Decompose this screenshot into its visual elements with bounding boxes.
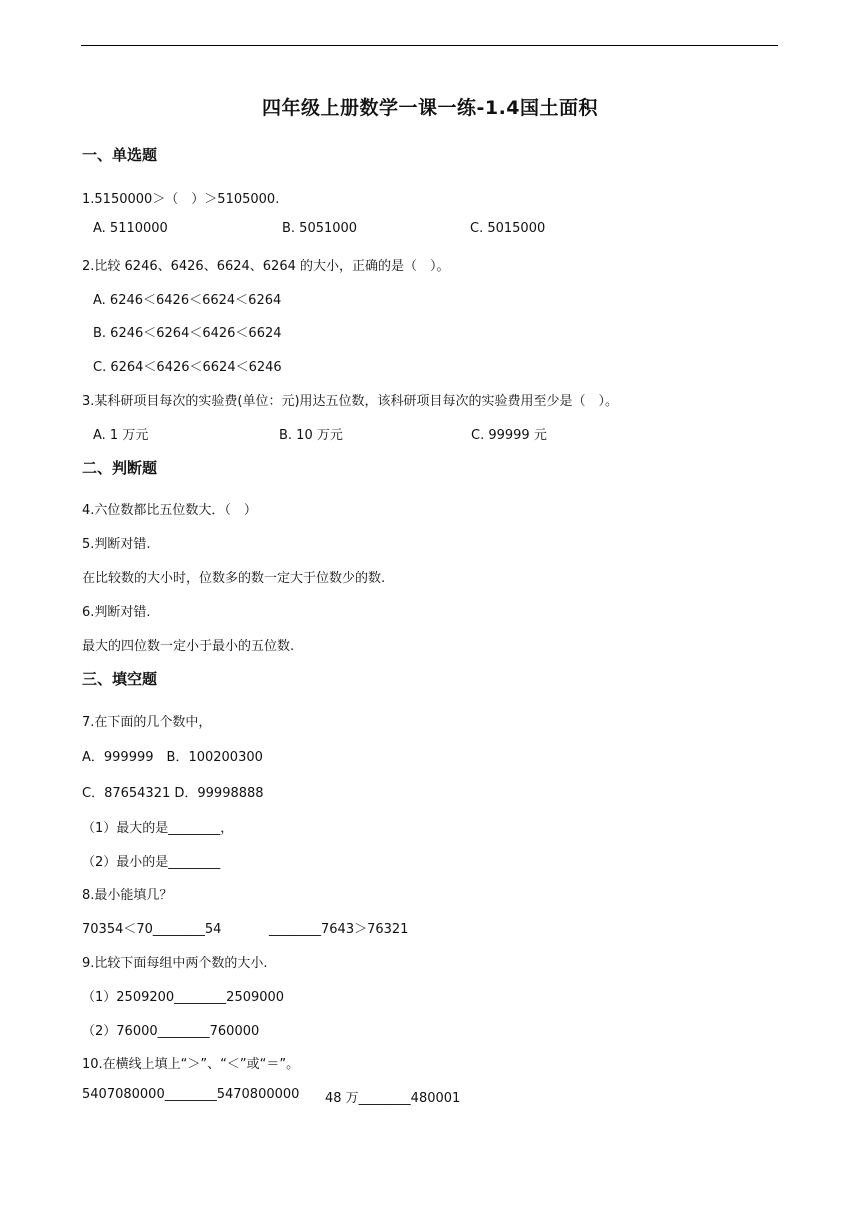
question-8-part-2: ________7643＞76321: [269, 922, 409, 937]
section-heading-fill-in: 三、填空题: [82, 670, 158, 688]
question-1-option-c[interactable]: C. 5015000: [470, 221, 546, 236]
question-2-option-b[interactable]: B. 6246＜6264＜6426＜6624: [93, 326, 282, 341]
question-3-option-b[interactable]: B. 10 万元: [279, 428, 343, 443]
question-6-stem: 6.判断对错.: [82, 605, 151, 620]
question-10-part-2: 48 万________480001: [325, 1091, 461, 1106]
question-9-sub-1: （1）2509200________2509000: [82, 990, 285, 1005]
question-8-stem: 8.最小能填几？: [82, 888, 173, 903]
question-7-line-1: A．999999 B．100200300: [82, 750, 263, 765]
section-heading-single-choice: 一、单选题: [82, 146, 158, 164]
question-2-option-a[interactable]: A. 6246＜6426＜6624＜6264: [93, 293, 282, 308]
question-3-option-a[interactable]: A. 1 万元: [93, 428, 149, 443]
question-1-option-b[interactable]: B. 5051000: [282, 221, 358, 236]
question-2-option-c[interactable]: C. 6264＜6426＜6624＜6246: [93, 360, 282, 375]
question-10-stem: 10.在横线上填上“＞”、“＜”或“＝”。: [82, 1057, 300, 1072]
question-7-stem: 7.在下面的几个数中，: [82, 715, 212, 730]
question-7-line-2: C．87654321 D．99998888: [82, 786, 264, 801]
question-7-sub-2: （2）最小的是________: [82, 855, 221, 870]
section-heading-true-false: 二、判断题: [82, 459, 158, 477]
question-1-option-a[interactable]: A. 5110000: [93, 221, 168, 236]
question-7-sub-1: （1）最大的是________，: [82, 821, 234, 836]
question-3-stem: 3.某科研项目每次的实验费(单位：元)用达五位数，该科研项目每次的实验费用至少是（ ）。: [82, 394, 619, 409]
question-5-text: 在比较数的大小时，位数多的数一定大于位数少的数.: [82, 571, 386, 586]
question-2-stem: 2.比较 6246、6426、6624、6264 的大小，正确的是（ ）。: [82, 259, 450, 274]
question-10-part-1: 5407080000________5470800000: [82, 1087, 300, 1102]
question-6-text: 最大的四位数一定小于最小的五位数.: [82, 639, 295, 654]
question-8-part-1: 70354＜70________54: [82, 922, 222, 937]
question-4-stem: 4.六位数都比五位数大．（ ）: [82, 503, 257, 518]
question-1-stem: 1.5150000＞（ ）＞5105000.: [82, 192, 280, 207]
question-9-stem: 9.比较下面每组中两个数的大小.: [82, 956, 268, 971]
question-3-option-c[interactable]: C. 99999 元: [471, 428, 547, 443]
question-9-sub-2: （2）76000________760000: [82, 1024, 260, 1039]
header-rule: [81, 45, 778, 46]
question-5-stem: 5.判断对错.: [82, 537, 151, 552]
page-title: 四年级上册数学一课一练-1.4国土面积: [261, 97, 599, 119]
